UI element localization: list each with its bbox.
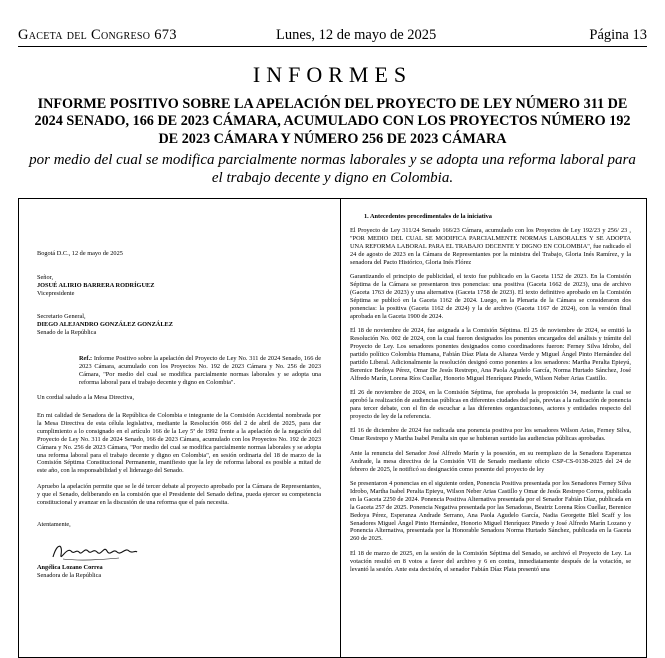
background-paragraph: El Proyecto de Ley 311/24 Senado 166/23 Cámara, acumulado con los Proyectos de Ley 192/23 y 256/ 23 , "POR MEDIO DEL CUAL SE MODIFICA PARCIALMENTE NORMAS LABORALES Y SE ADOPTA UNA REFORMA LABORAL PARA EL TRABAJO DECENTE Y DIGNO EN COLOMBIA", fue radicado el 24 de agosto de 2023 en la Cámara de Representantes por la ministra del Trabajo, Gloria Inés Ramírez, y la senadora del Pacto Histórico, Gloria Inés Flórez: [350, 227, 631, 266]
signer-name: Angélica Lozano Correa: [37, 564, 103, 571]
addressee-2-title: Senado de la República: [37, 328, 97, 336]
document-subtitle: por medio del cual se modifica parcialmente normas laborales y se adopta una reforma laboral para el trabajo decente y digno en Colombia.: [29, 152, 636, 186]
letter-body-1: En mi calidad de Senadora de la República de Colombia e integrante de la Comisión Accidental nombrada por la Mesa Directiva de esta célula legislativa, mediante la Resolución 066 del 2 de abril de 2025, para dar cumplimiento a lo consignado en el artículo 166 de la Ley 5ª de 1992 frente a la apelación de la negación del Proyecto de Ley No. 311 de 2024 Senado, 166 de 2023 Cámara, acumulado con los Proyectos No. 192 de 2023 Cámara y No. 256 de 2023 Cámara, "Por medio del cual se modifica parcialmente normas laborales y se adopta una reforma laboral para el trabajo decente y digno en Colombia", en sesión ordinaria del 18 de marzo de la Comisión Séptima Constitucional Permanente, manifiesto que la ley de reforma laboral es posible a mitad de este año, con la responsabilidad y el liderazgo del Senado.: [37, 412, 321, 475]
greeting: Un cordial saludo a la Mesa Directiva,: [37, 394, 135, 401]
letter-body-2: Apruebo la apelación permite que se le dé tercer debate al proyecto aprobado por la Cámara de Representantes, y que el Senado, deliberando en la comisión que el Presidente del Senado defina, pueda ejercer su competencia constitucional y avanzar en la discusión de una reforma que el país necesita.: [37, 483, 321, 506]
letter-date: Bogotá D.C., 12 de mayo de 2025: [37, 250, 123, 257]
reference-text: Informe Positivo sobre la apelación del Proyecto de Ley No. 311 de 2024 Senado, 166 de 2023 Cámara, acumulado con los Proyectos No. 192 de 2023 Cámara y No. 256 de 2023 Cámara, "Por medio del cual se modifica parcialmente normas laborales y se adopta una reforma laboral para el trabajo decente y digno en Colombia".: [79, 355, 321, 386]
reference-block: [79, 355, 321, 387]
page-number: Página 13: [589, 27, 647, 43]
header-rule: [18, 46, 647, 47]
signer-block: [37, 564, 103, 580]
section-title: INFORMES: [252, 62, 413, 87]
closing: Atentamente,: [37, 521, 71, 528]
background-paragraph: Garantizando el principio de publicidad, el texto fue publicado en la Gaceta 1152 de 2023. En la Comisión Séptima de la Cámara se presentaron tres ponencias: una positiva (Gaceta 1662 de 2023), una de archivo (Gaceta 1763 de 2023) y una alternativa (Gaceta 1758 de 2023). El texto definitivo aprobado en la Comisión Séptima se publicó en la Gaceta 1162 de 2024. Luego, en la Plenaria de la Cámara se consideraron dos ponencias: la positiva (Gaceta 1162 de 2024) y la de archivo (Gaceta 1167 de 2024), con la versión final aprobada en la Gaceta 1900 de 2024.: [350, 273, 631, 320]
handwritten-signature: [49, 539, 139, 565]
addressee-1-title: Vicepresidente: [37, 289, 75, 297]
background-heading: 1. Antecedentes procedimentales de la iniciativa: [364, 213, 492, 220]
background-paragraph: El 18 de noviembre de 2024, fue asignada a la Comisión Séptima. El 25 de noviembre de 2024, se emitió la Resolución No. 002 de 2024, con la cual fueron designados los ponentes encargados del análisis y trámite del Proyecto de Ley. Los senadores ponentes designados como coordinadores fueron: Ferney Silva Idrobo, del partido político Colombia Humana, Fabián Díaz Plata de Alianza Verde y Miguel Ángel Pinto Hernández del partido Liberal. Adicionalmente la resolución designó como ponentes a los senadores: Martha Peralta Epieyú, Berenice Bedoya Pérez, Omar De Jesús Restrepo, Ana Paola Agudelo García, Norma Hurtado Sánchez, José Alfredo Marín, Lorena Ríos Cuellar, Honorio Miguel Henríquez Pinedo, Wilson Neber Arias Castillo.: [350, 327, 631, 382]
salutation-2: Secretario General,: [37, 313, 86, 320]
background-paragraph: El 18 de marzo de 2025, en la sesión de la Comisión Séptima del Senado, se archivó el Proyecto de Ley. La votación resultó en 8 votos a favor del archivo y 6 en contra, inmediatamente después de la votación, se levantó la sesión. Ante esta decisión, el senador Fabián Díaz Plata presentó una: [350, 549, 631, 573]
background-text: [350, 227, 631, 580]
salutation-1: Señor,: [37, 274, 54, 281]
issue-date: Lunes, 12 de mayo de 2025: [276, 27, 437, 43]
scanned-letter-frame: [18, 198, 647, 658]
background-paragraph: Se presentaron 4 ponencias en el siguiente orden, Ponencia Positiva presentada por los Senadores Ferney Silva Idrobo, Martha Isabel Peralta Epieyu, Wilson Neber Arias Castillo y Omar de Jesús Restrepo Correa, publicada en la Gaceta 2250 de 2024. Ponencia Positiva Alternativa presentada por el Senador Fabián Díaz, publicada en la Gaceta 257 de 2025. Ponencia Negativa presentada por las Senadoras, Beatriz Lorena Ríos Cuellar, Berenice Bedoya Pérez, Esperanza Andrade Serrano, Ana Paola Agudelo García, Nadia Georgette Blel Scaff y los Senadores Miguel Ángel Pinto Hernández, Honorio Miguel Henríquez Pinedo y José Alfredo Marín Lozano y Ponencia Alternativa, presentada por la Honorable Senadora Norma Hurtado Sánchez, publicada en la Gaceta 260 de 2025.: [350, 480, 631, 543]
addressee-2-name: DIEGO ALEJANDRO GONZÁLEZ GONZÁLEZ: [37, 320, 173, 328]
addressee-1-name: JOSUÉ ALIRIO BARRERA RODRÍGUEZ: [37, 281, 155, 289]
page-header: [18, 25, 647, 45]
reference-label: Ref.:: [79, 355, 93, 362]
document-title: INFORME POSITIVO SOBRE LA APELACIÓN DEL PROYECTO DE LEY NÚMERO 311 DE 2024 SENADO, 166 DE 2023 CÁMARA, ACUMULADO CON LOS PROYECTOS NÚMERO 192 DE 2023 CÁMARA Y NÚMERO 256 DE 2023 CÁMARA: [34, 96, 631, 147]
column-divider: [340, 199, 341, 657]
gazette-name: Gaceta del Congreso 673: [18, 27, 177, 43]
signer-title: Senadora de la República: [37, 571, 102, 579]
addressee-1: [37, 274, 154, 298]
background-paragraph: El 26 de noviembre de 2024, en la Comisión Séptima, fue aprobada la proposición 34, mediante la cual se aprobó la realización de audiencias públicas en diferentes ciudades del país, previas a la radicación de ponencia para tercer debate, con el fin de escuchar a las diferentes organizaciones, actores y entidades respecto del proyecto de ley de la referencia.: [350, 389, 631, 420]
background-paragraph: El 16 de diciembre de 2024 fue radicada una ponencia positiva por los senadores Wilson Arias, Ferney Silva, Omar Restrepo y Martha Isabel Peralta sin que se hubieran surtido las audiencias públicas aprobadas.: [350, 427, 631, 443]
addressee-2: [37, 313, 173, 337]
background-paragraph: Ante la renuncia del Senador José Alfredo Marín y la posesión, en su reemplazo de la Senadora Esperanza Andrade, la mesa directiva de la Comisión VII de Senado mediante oficio CSP-CS-0138-2025 del 24 de febrero de 2025, le notificó su designación como ponente del proyecto de ley: [350, 449, 631, 473]
